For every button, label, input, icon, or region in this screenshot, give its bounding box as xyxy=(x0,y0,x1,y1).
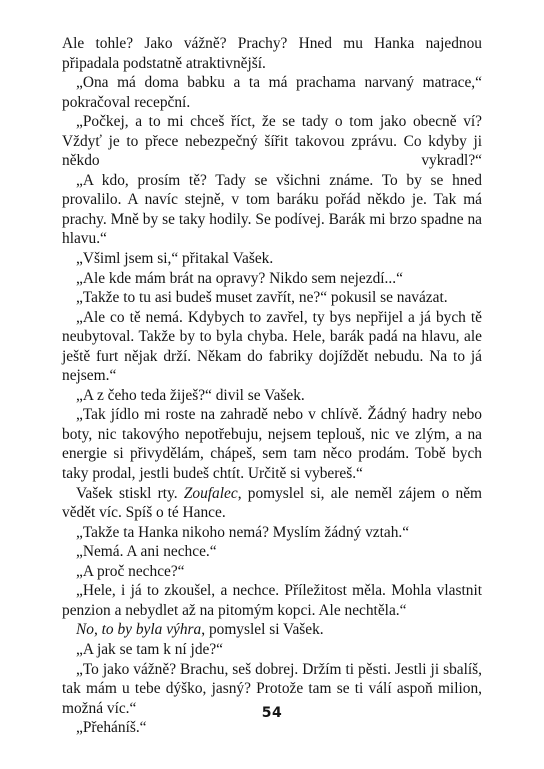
paragraph xyxy=(62,581,482,620)
text-run: „A z čeho teda žiješ?“ divil se Vašek. xyxy=(76,386,305,404)
paragraph xyxy=(62,542,482,562)
italic-text: No, to by byla výhra xyxy=(76,621,202,639)
text-run: „To jako vážně? Brachu, seš dobrej. Držím ti pěsti. Jestli ji sbalíš, tak mám u tebe dýško, jasný? Protože tam se ti válí aspoň milion, možná víc.“ xyxy=(62,660,482,717)
text-run: „Všiml jsem si,“ přitakal Vašek. xyxy=(76,250,274,268)
text-run: „Nemá. A ani nechce.“ xyxy=(76,543,217,561)
paragraph xyxy=(62,34,482,73)
paragraph xyxy=(62,405,482,483)
paragraph xyxy=(62,73,482,112)
text-run: „Takže to tu asi budeš muset zavřít, ne?“ pokusil se navázat. xyxy=(76,289,448,307)
paragraph xyxy=(62,269,482,289)
text-run: „Ale kde mám brát na opravy? Nikdo sem nejezdí...“ xyxy=(76,269,403,287)
paragraph xyxy=(62,718,482,738)
text-run: Vašek stiskl rty. xyxy=(76,484,184,502)
text-run: „Ale co tě nemá. Kdybych to zavřel, ty bys nepřijel a já bych tě neubytoval. Takže by to byla chyba. Hele, barák padá na hlavu, ale ještě furt nějak drží. Někam do fabriky dojíždět nebudu. Na to já nejsem.“ xyxy=(62,308,482,385)
text-run: „Hele, i já to zkoušel, a nechce. Příležitost měla. Mohla vlastnit penzion a nebydlet až na pitomým kopci. Ale nechtěla.“ xyxy=(62,582,482,619)
text-run: „A jak se tam k ní jde?“ xyxy=(76,640,224,658)
text-run: „Takže ta Hanka nikoho nemá? Myslím žádný vztah.“ xyxy=(76,523,410,541)
paragraph xyxy=(62,620,482,640)
paragraph xyxy=(62,112,482,171)
paragraph xyxy=(62,249,482,269)
body-text xyxy=(62,34,482,738)
text-run: „Přeháníš.“ xyxy=(76,719,147,737)
paragraph xyxy=(62,288,482,308)
italic-text: Zoufalec xyxy=(183,484,238,502)
text-run: Ale tohle? Jako vážně? Prachy? Hned mu Hanka najednou připadala podstatně atraktivnější. xyxy=(62,35,482,72)
paragraph xyxy=(62,484,482,523)
paragraph xyxy=(62,171,482,249)
paragraph xyxy=(62,386,482,406)
text-run: , pomyslel si Vašek. xyxy=(201,621,324,639)
text-run: „Tak jídlo mi roste na zahradě nebo v chlívě. Žádný hadry nebo boty, nic takovýho nepotřebuju, nejsem teplouš, nic ve zlým, a na energie si přivydělám, chápeš, sem tam něco prodám. Tobě bych taky prodal, jestli budeš chtít. Určitě si vybereš.“ xyxy=(62,406,482,483)
paragraph xyxy=(62,562,482,582)
text-run: „A proč nechce?“ xyxy=(76,562,185,580)
paragraph xyxy=(62,640,482,660)
paragraph xyxy=(62,308,482,386)
paragraph xyxy=(62,523,482,543)
text-run: „Počkej, a to mi chceš říct, že se tady o tom jako obecně ví? Vždyť je to přece nebezpečný šířit takovou zprávu. Co kdyby ji někdo vykradl?“ xyxy=(62,113,482,170)
page-number: 54 xyxy=(261,705,283,721)
text-run: „Ona má doma babku a ta má prachama narvaný matrace,“ pokračoval recepční. xyxy=(62,74,482,111)
text-run: , pomyslel si, ale neměl zájem o něm vědět víc. Spíš o té Hance. xyxy=(62,484,482,522)
text-run: „A kdo, prosím tě? Tady se všichni známe. To by se hned provalilo. A navíc stejně, v tom baráku pořád někdo je. Tak má prachy. Mně by se taky hodily. Se podívej. Barák mi brzo spadne na hlavu.“ xyxy=(62,171,482,248)
